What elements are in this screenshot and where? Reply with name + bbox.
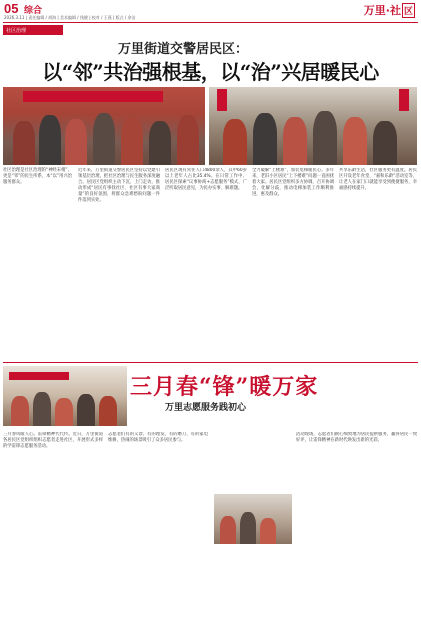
article-column-2 [165,168,247,358]
article-column-3 [252,168,334,358]
feature-title: 三月春“锋”暖万家 [130,374,319,400]
paragraph: 三月春风暖人心。雷锋精神代代传。近日，万里街道各居民区党组织组织志愿者走进社区，开展形式多样的学雷锋志愿服务活动。 [3,432,103,449]
paragraph: 志愿者们有的义诊，有的理发，有的磨刀、有的家电维修，热闹的场景吸引了众多居民参与。 [108,432,208,443]
lead-caption: 社区治理是社区治理的“神经末梢”，更是“邻”的民生所系，本“以”用兴治服务群众。 [3,168,73,185]
header-meta: 2026.3.11 | 责任编辑 / 胡海 | 美术编辑 / 钱健 | 校对 / 王燕 | 版式 / 余洁 [4,15,136,20]
section-tag: 社区治理 [3,25,63,35]
section-divider [3,362,418,363]
news-photo-event [209,87,417,165]
article-column-1 [78,168,160,358]
feature-photo-volunteers [3,366,127,426]
header-divider [3,22,418,23]
feature-column-1 [3,432,103,632]
newspaper-logo: 万里·社 区 [363,4,413,17]
page-number: 05 [4,1,19,16]
paragraph: 活动现场，志愿者们耐心细致地为居民提供服务，赢得居民一致好评，让雷锋精神在新时代焕发出新的光彩。 [296,432,417,443]
article-column-4 [339,168,417,358]
feature-subtitle: 万里志愿服务践初心 [165,403,247,413]
feature-column-3 [296,432,417,632]
feature-photo-service [214,494,292,544]
paragraph: 全力破解“上楼难”，加装电梯暖民心。多年来，老旧小区居民“上下楼难”问题一直困扰着大家。居民区党组织多方协调，召开协调会，化解分歧，推动电梯加装工作顺利推进，惠及群众。 [252,168,334,197]
feature-column-2 [108,432,208,632]
paragraph: 近年来，万里街道交警居民区坚持以党建引领基层治理，把社区治理与民生服务深度融合。居民区党组织主动下沉、上门走访，推动形成“居民有事找社区、社区有事大家商量”的良好氛围，将群众急难愁盼问题一件件落到实处。 [78,168,160,203]
headline-main: 以“邻”共治强根基，以“治”兴居暖民心 [42,60,379,84]
headline-subtitle: 万里街道交警居民区： [118,42,249,57]
news-photo-crowd [3,87,205,165]
section-name: 综合 [24,6,43,16]
paragraph: 居民区现有常住人口4800余人，其中60岁以上老年人占比35.4%。在日常工作中，居民区探索“议事协商+志愿服务”模式，广泛听取居民意见，为民办实事、解难题。 [165,168,247,191]
masthead [0,0,421,22]
paragraph: 共享乐龄生活，社区服务更有温度。居民区开设老年食堂、“嘉和乐龄”活动室等，让老人在家门口就能享受到便捷服务，幸福感持续提升。 [339,168,417,191]
